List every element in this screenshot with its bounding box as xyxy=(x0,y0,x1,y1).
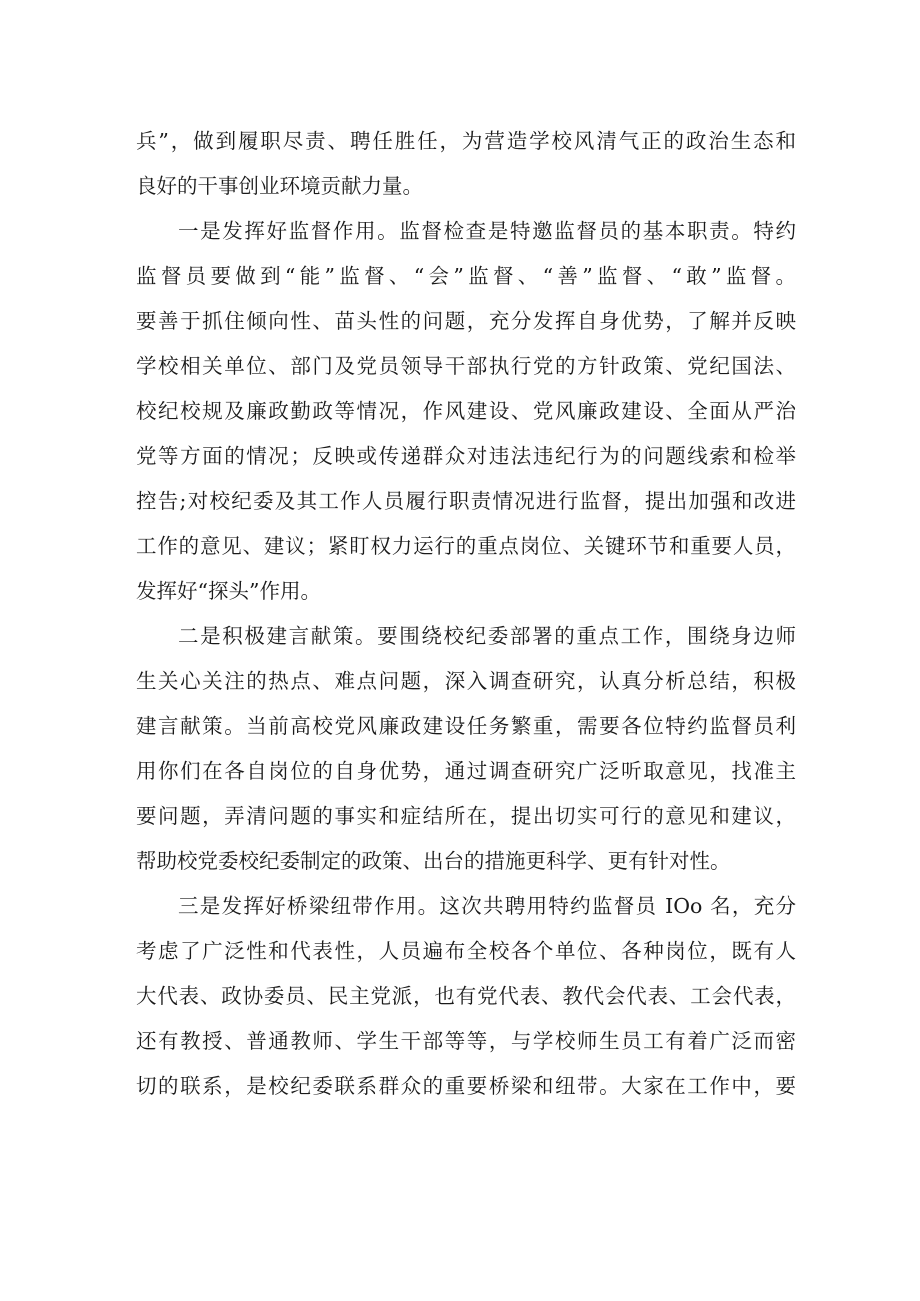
text-line: 要问题，弄清问题的事实和症结所在，提出切实可行的意见和建议， xyxy=(136,804,796,828)
paragraph-first-line: 二是积极建言献策。要围绕校纪委部署的重点工作，围绕身边师 xyxy=(178,624,796,648)
text-line: 控告;对校纪委及其工作人员履行职责情况进行监督，提出加强和改进 xyxy=(136,489,796,513)
text-line: 校纪校规及廉政勤政等情况，作风建设、党风廉政建设、全面从严治 xyxy=(136,399,796,423)
text-line: 帮助校党委校纪委制定的政策、出台的措施更科学、更有针对性。 xyxy=(136,849,731,873)
text-line: 要善于抓住倾向性、苗头性的问题，充分发挥自身优势，了解并反映 xyxy=(136,309,796,333)
text-line: 党等方面的情况；反映或传递群众对违法违纪行为的问题线索和检举 xyxy=(136,444,796,468)
text-line: 考虑了广泛性和代表性，人员遍布全校各个单位、各种岗位，既有人 xyxy=(136,939,796,963)
text-line: 用你们在各自岗位的自身优势，通过调查研究广泛听取意见，找准主 xyxy=(136,759,796,783)
text-line: 兵”，做到履职尽责、聘任胜任，为营造学校风清气正的政治生态和 xyxy=(136,129,796,153)
text-line: 还有教授、普通教师、学生干部等等，与学校师生员工有着广泛而密 xyxy=(136,1029,796,1053)
paragraph-first-line: 三是发挥好桥梁纽带作用。这次共聘用特约监督员 IOo 名，充分 xyxy=(178,894,796,918)
text-line: 生关心关注的热点、难点问题，深入调查研究，认真分析总结，积极 xyxy=(136,669,796,693)
text-line: 发挥好“探头”作用。 xyxy=(136,579,321,603)
text-line: 大代表、政协委员、民主党派，也有党代表、教代会代表、工会代表， xyxy=(136,984,796,1008)
text-line: 切的联系，是校纪委联系群众的重要桥梁和纽带。大家在工作中，要 xyxy=(136,1074,796,1098)
text-line: 学校相关单位、部门及党员领导干部执行党的方针政策、党纪国法、 xyxy=(136,354,796,378)
paragraph-first-line: 一是发挥好监督作用。监督检查是特邀监督员的基本职责。特约 xyxy=(178,219,796,243)
text-line: 建言献策。当前高校党风廉政建设任务繁重，需要各位特约监督员利 xyxy=(136,714,796,738)
text-line: 工作的意见、建议；紧盯权力运行的重点岗位、关键环节和重要人员， xyxy=(136,534,796,558)
text-line: 良好的干事创业环境贡献力量。 xyxy=(136,174,423,198)
text-line: 监督员要做到“能”监督、“会”监督、“善”监督、“敢”监督。 xyxy=(136,264,796,288)
